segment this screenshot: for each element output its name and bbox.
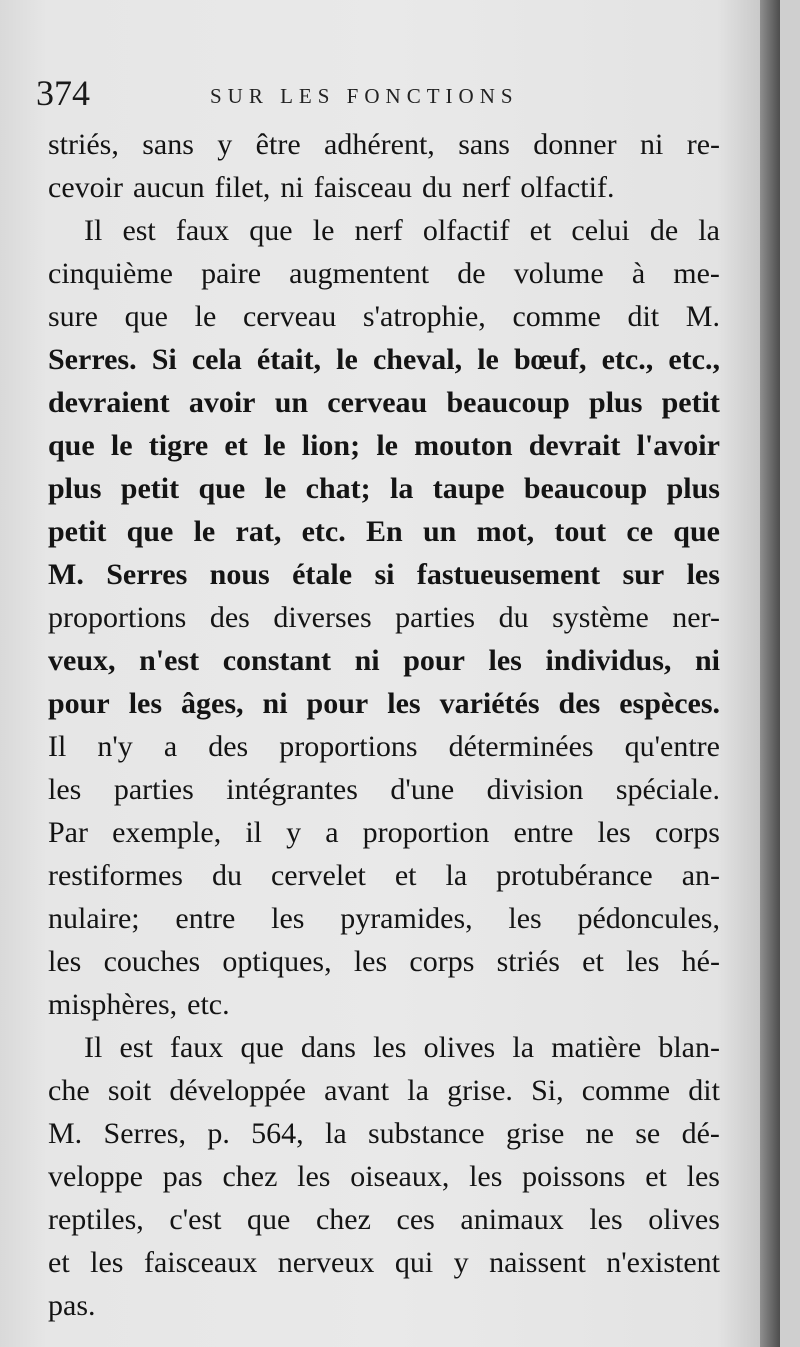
text-line: Il est faux que dans les olives la matière blan- [84, 1031, 720, 1064]
text-line: reptiles, c'est que chez ces animaux les olives [48, 1203, 720, 1236]
running-head: SUR LES FONCTIONS [210, 84, 519, 108]
text-line: M. Serres nous étale si fastueusement sur les [48, 558, 720, 591]
page-number: 374 [36, 73, 90, 113]
text-line: cevoir aucun filet, ni faisceau du nerf olfactif. [48, 171, 615, 204]
text-line: petit que le rat, etc. En un mot, tout ce que [48, 515, 720, 548]
text-line: Serres. Si cela était, le cheval, le bœuf, etc., etc., [48, 343, 720, 376]
text-line: striés, sans y être adhérent, sans donner ni re- [48, 128, 720, 161]
text-line: que le tigre et le lion; le mouton devrait l'avoir [48, 429, 720, 462]
text-line: Il est faux que le nerf olfactif et celui de la [84, 214, 720, 247]
text-line: proportions des diverses parties du système ner- [48, 601, 720, 634]
text-line: les parties intégrantes d'une division spéciale. [48, 773, 720, 806]
text-line: nulaire; entre les pyramides, les pédoncules, [48, 902, 720, 935]
text-line: sure que le cerveau s'atrophie, comme dit M. [48, 300, 720, 333]
text-line: Par exemple, il y a proportion entre les corps [48, 816, 720, 849]
text-line: veux, n'est constant ni pour les individus, ni [48, 644, 720, 677]
text-line: pour les âges, ni pour les variétés des espèces. [48, 687, 720, 720]
text-line: devraient avoir un cerveau beaucoup plus petit [48, 386, 720, 419]
text-line: et les faisceaux nerveux qui y naissent n'existent [48, 1246, 720, 1279]
page-header [36, 72, 740, 122]
text-line: plus petit que le chat; la taupe beaucoup plus [48, 472, 720, 505]
text-line: M. Serres, p. 564, la substance grise ne se dé- [48, 1117, 720, 1150]
text-line: Il n'y a des proportions déterminées qu'entre [48, 730, 720, 763]
body-text [48, 123, 720, 1327]
page-edge [760, 0, 780, 1347]
text-line: les couches optiques, les corps striés et les hé- [48, 945, 720, 978]
text-line: cinquième paire augmentent de volume à me- [48, 257, 720, 290]
text-line: veloppe pas chez les oiseaux, les poissons et les [48, 1160, 720, 1193]
text-line: che soit développée avant la grise. Si, comme dit [48, 1074, 720, 1107]
text-line: misphères, etc. [48, 988, 230, 1021]
text-line: restiformes du cervelet et la protubérance an- [48, 859, 720, 892]
text-line: pas. [48, 1289, 96, 1322]
